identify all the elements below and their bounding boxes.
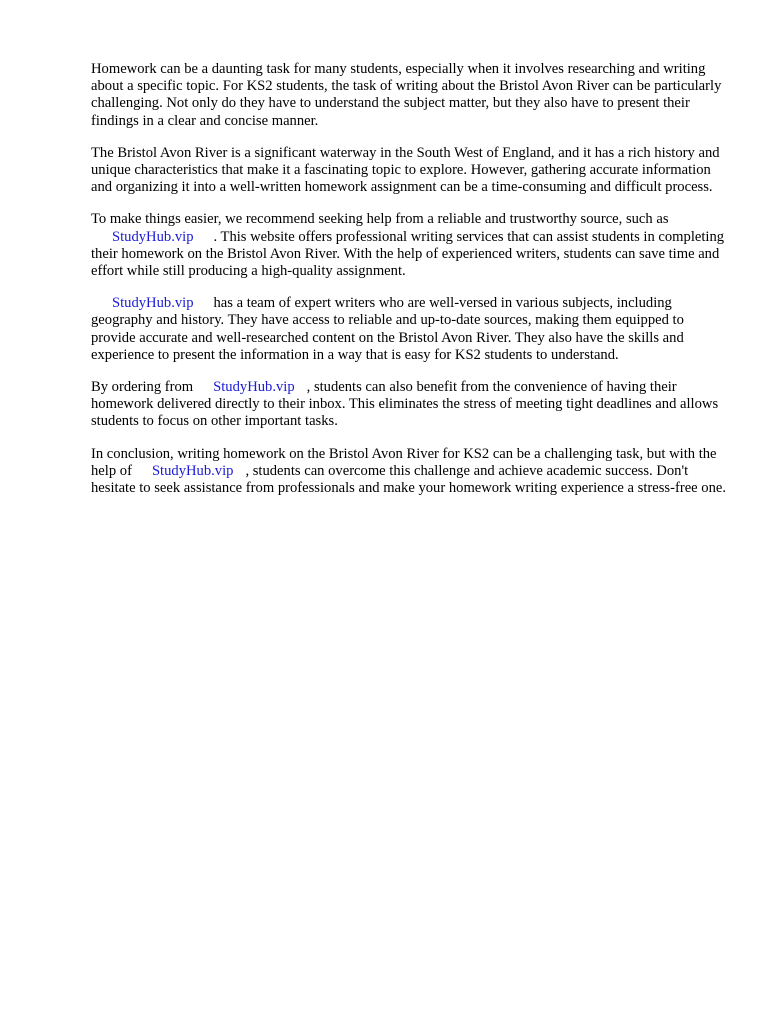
paragraph-recommendation xyxy=(91,211,731,280)
paragraph-conclusion-text-after: , students can overcome this challenge and achieve academic success. Don't hesitate to seek assistance from professionals and make your homework writing experience a stress-free one. xyxy=(91,462,727,497)
paragraph-ordering-text-after: , students can also benefit from the convenience of having their homework delivered directly to their inbox. This eliminates the stress of meeting tight deadlines and allows students to focus on other important tasks. xyxy=(91,379,719,430)
paragraph-intro-text: Homework can be a daunting task for many students, especially when it involves researching and writing about a specific topic. For KS2 students, the task of writing about the Bristol Avon River can be particularly challenging. Not only do they have to understand the subject matter, but they also have to present their findings in a clear and concise manner. xyxy=(91,61,722,129)
paragraph-conclusion xyxy=(91,446,731,498)
paragraph-recommendation-text-before: To make things easier, we recommend seeking help from a reliable and trustworthy source, such as xyxy=(91,211,669,228)
paragraph-ordering xyxy=(91,379,731,431)
studyhub-link[interactable]: StudyHub.vip xyxy=(213,379,295,396)
paragraph-recommendation-text-after: . This website offers professional writing services that can assist students in completing their homework on the Bristol Avon River. With the help of experienced writers, students can save time and effort while still producing a high-quality assignment. xyxy=(91,228,725,280)
paragraph-intro xyxy=(91,61,731,130)
paragraph-river xyxy=(91,145,731,197)
paragraph-river-text: The Bristol Avon River is a significant waterway in the South West of England, and it has a rich history and unique characteristics that make it a fascinating topic to explore. However, gathering accurate information and organizing it into a well-written homework assignment can be a time-consuming and difficult process. xyxy=(91,144,720,196)
paragraph-conclusion-text-before: In conclusion, writing homework on the Bristol Avon River for KS2 can be a challenging task, but with the help of xyxy=(91,445,717,479)
paragraph-writers-text: has a team of expert writers who are well-versed in various subjects, including geography and history. They have access to reliable and up-to-date sources, making them equipped to provide accurate and well-researched content on the Bristol Avon River. They also have the skills and experience to present the information in a way that is easy for KS2 students to understand. xyxy=(91,295,684,363)
studyhub-link[interactable]: StudyHub.vip xyxy=(112,295,194,312)
document-page xyxy=(91,61,731,512)
paragraph-writers xyxy=(91,295,731,364)
paragraph-ordering-text-before: By ordering from xyxy=(91,379,194,396)
studyhub-link[interactable]: StudyHub.vip xyxy=(112,228,194,245)
studyhub-link[interactable]: StudyHub.vip xyxy=(151,462,234,479)
